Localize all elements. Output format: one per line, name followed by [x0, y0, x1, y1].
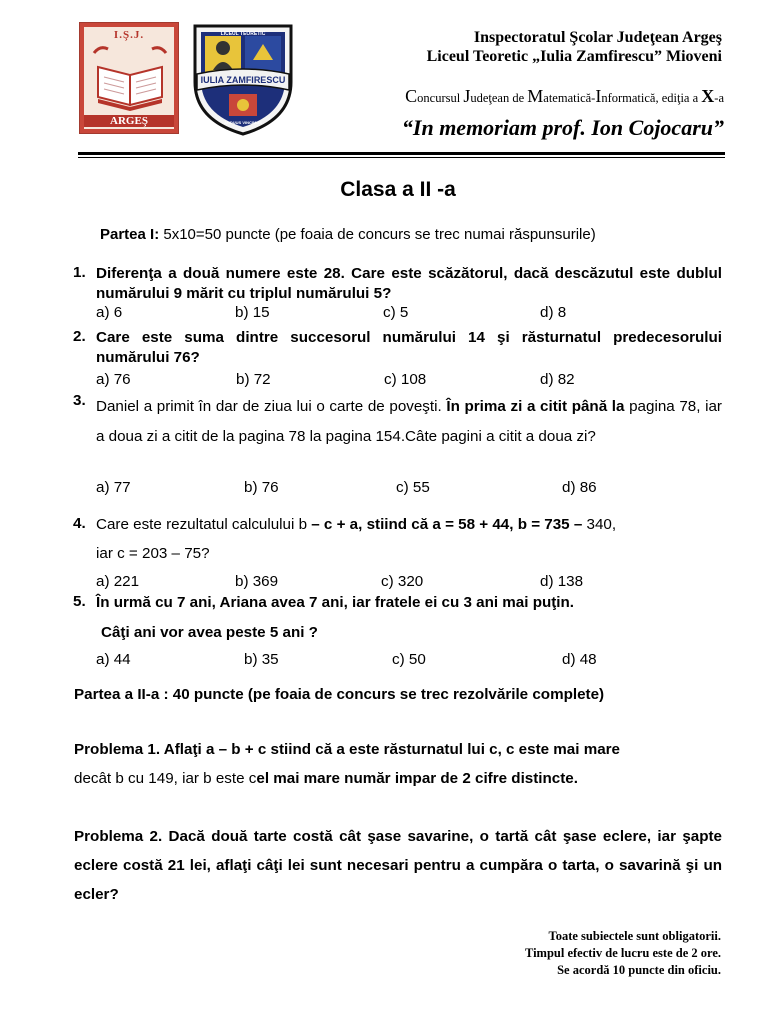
problem-label: Problema 2. — [74, 828, 163, 845]
problem-text-part: decât b cu 149, iar b este c — [74, 770, 257, 787]
answer-option: b) 35 — [244, 651, 279, 668]
answer-option: c) 55 — [396, 479, 430, 496]
isj-logo-top-text: I.Ş.J. — [113, 29, 145, 41]
answer-option: b) 369 — [235, 573, 279, 590]
question-text: În urmă cu 7 ani, Ariana avea 7 ani, iar fratele ei cu 3 ani mai puţin. — [96, 594, 575, 611]
footer-line: Toate subiectele sunt obligatorii. — [548, 929, 721, 943]
part2-heading: Partea a II-a : 40 puncte (pe foaia de concurs se trec rezolvările complete) — [74, 686, 605, 703]
inspectorat-name: Inspectoratul Şcolar Judeţean Argeş — [473, 29, 722, 46]
question-number: 1. — [73, 264, 86, 281]
isj-arges-logo — [79, 22, 179, 134]
school-crest-arc-text: LICEUL TEORETIC — [220, 31, 266, 37]
contest-name-part: M — [527, 86, 544, 106]
contest-name-part: oncursul — [417, 91, 464, 105]
question-number: 5. — [73, 593, 86, 610]
isj-logo-bottom-text: ARGEŞ — [84, 115, 174, 127]
question-number: 3. — [73, 392, 86, 409]
in-memoriam-title: “In memoriam prof. Ion Cojocaru” — [401, 115, 724, 140]
problem-label: Problema 1. — [74, 741, 161, 758]
answer-option: d) 8 — [540, 304, 567, 321]
header-rule-thick — [78, 152, 725, 155]
question-text-part: pagina 78, iar a doua zi a citit de la pagina 78 la pagina 154.Câte pagini a citit a doua zi? — [96, 398, 722, 445]
footer-notes — [421, 928, 721, 979]
answer-option: a) 76 — [96, 371, 131, 388]
answer-option: a) 44 — [96, 651, 131, 668]
footer-line: Timpul efectiv de lucru este de 2 ore. — [524, 946, 721, 960]
problem-text-part: Aflaţi a – b + c stiind că a este răsturnatul lui c, c este mai mare — [160, 741, 620, 758]
school-crest-motto: ARDUUS VINCIMUS — [224, 120, 262, 125]
question-text-part: – c + a, stiind că a = 58 + 44, b = 735 – — [311, 516, 583, 533]
problem-text-part: Dacă două tarte costă cât şase savarine, o tartă cât şase eclere, iar şapte eclere costă 21 lei, aflaţi câţi lei sunt necesari pentru a cumpăra o tarta, o savarină şi un ecler? — [74, 828, 722, 903]
question-text: Care este suma dintre succesorul numărului 14 şi răsturnatul predecesorului numărului 76? — [96, 329, 722, 366]
question-text: iar c = 203 – 75? — [96, 545, 210, 562]
question-number: 2. — [73, 328, 86, 345]
school-name: Liceul Teoretic „Iulia Zamfirescu” Mioveni — [426, 48, 722, 65]
footer-line: Se acordă 10 puncte din oficiu. — [557, 963, 721, 977]
answer-option: d) 48 — [562, 651, 597, 668]
contest-name-part: udeţean de — [470, 91, 528, 105]
question-number: 4. — [73, 515, 86, 532]
question-text-part: Care este rezultatul calculului b — [96, 516, 312, 533]
contest-name-part: X — [701, 86, 715, 106]
question-text: Câţi ani vor avea peste 5 ani ? — [101, 624, 318, 641]
part1-heading — [100, 226, 596, 243]
answer-option: c) 320 — [381, 573, 424, 590]
answer-option: b) 76 — [244, 479, 279, 496]
answer-option: b) 15 — [235, 304, 270, 321]
answer-option: c) 108 — [384, 371, 427, 388]
contest-name-part: atematică- — [543, 91, 596, 105]
contest-name-part: I — [595, 86, 602, 106]
school-crest-band-text: IULIA ZAMFIRESCU — [200, 75, 286, 85]
question-text — [96, 392, 722, 451]
answer-option: a) 221 — [96, 573, 140, 590]
question-text: Diferenţa a două numere este 28. Care este scăzătorul, dacă descăzutul este dublul numărului 9 mărit cu triplul numărului 5? — [96, 265, 722, 302]
answer-option: b) 72 — [236, 371, 271, 388]
contest-name-part: J — [463, 86, 471, 106]
question-text — [96, 515, 722, 535]
school-crest-logo — [183, 20, 303, 138]
page-title: Clasa a II -a — [340, 178, 456, 201]
problem-1 — [74, 735, 724, 793]
question-text-part: Daniel a primit în dar de ziua lui o carte de poveşti. — [96, 398, 447, 415]
answer-option: a) 77 — [96, 479, 131, 496]
problem-2 — [74, 822, 722, 909]
answer-option: a) 6 — [96, 304, 123, 321]
header-rule-thin — [78, 157, 725, 158]
part1-label: Partea I: — [100, 226, 160, 243]
answer-option: d) 82 — [540, 371, 575, 388]
question-text-part: 340, — [582, 516, 617, 533]
contest-name-part: nformatică, ediţia a — [601, 91, 702, 105]
answer-option: d) 86 — [562, 479, 597, 496]
part1-text: 5x10=50 puncte (pe foaia de concurs se trec numai răspunsurile) — [159, 226, 596, 243]
contest-name — [318, 86, 724, 108]
question-text-part: În prima zi a citit până la — [446, 398, 625, 415]
contest-name-part: -a — [714, 91, 724, 105]
answer-option: c) 50 — [392, 651, 426, 668]
answer-option: c) 5 — [383, 304, 409, 321]
contest-name-part: C — [405, 86, 418, 106]
answer-option: d) 138 — [540, 573, 584, 590]
problem-text-part: el mai mare număr impar de 2 cifre distincte. — [256, 770, 578, 787]
